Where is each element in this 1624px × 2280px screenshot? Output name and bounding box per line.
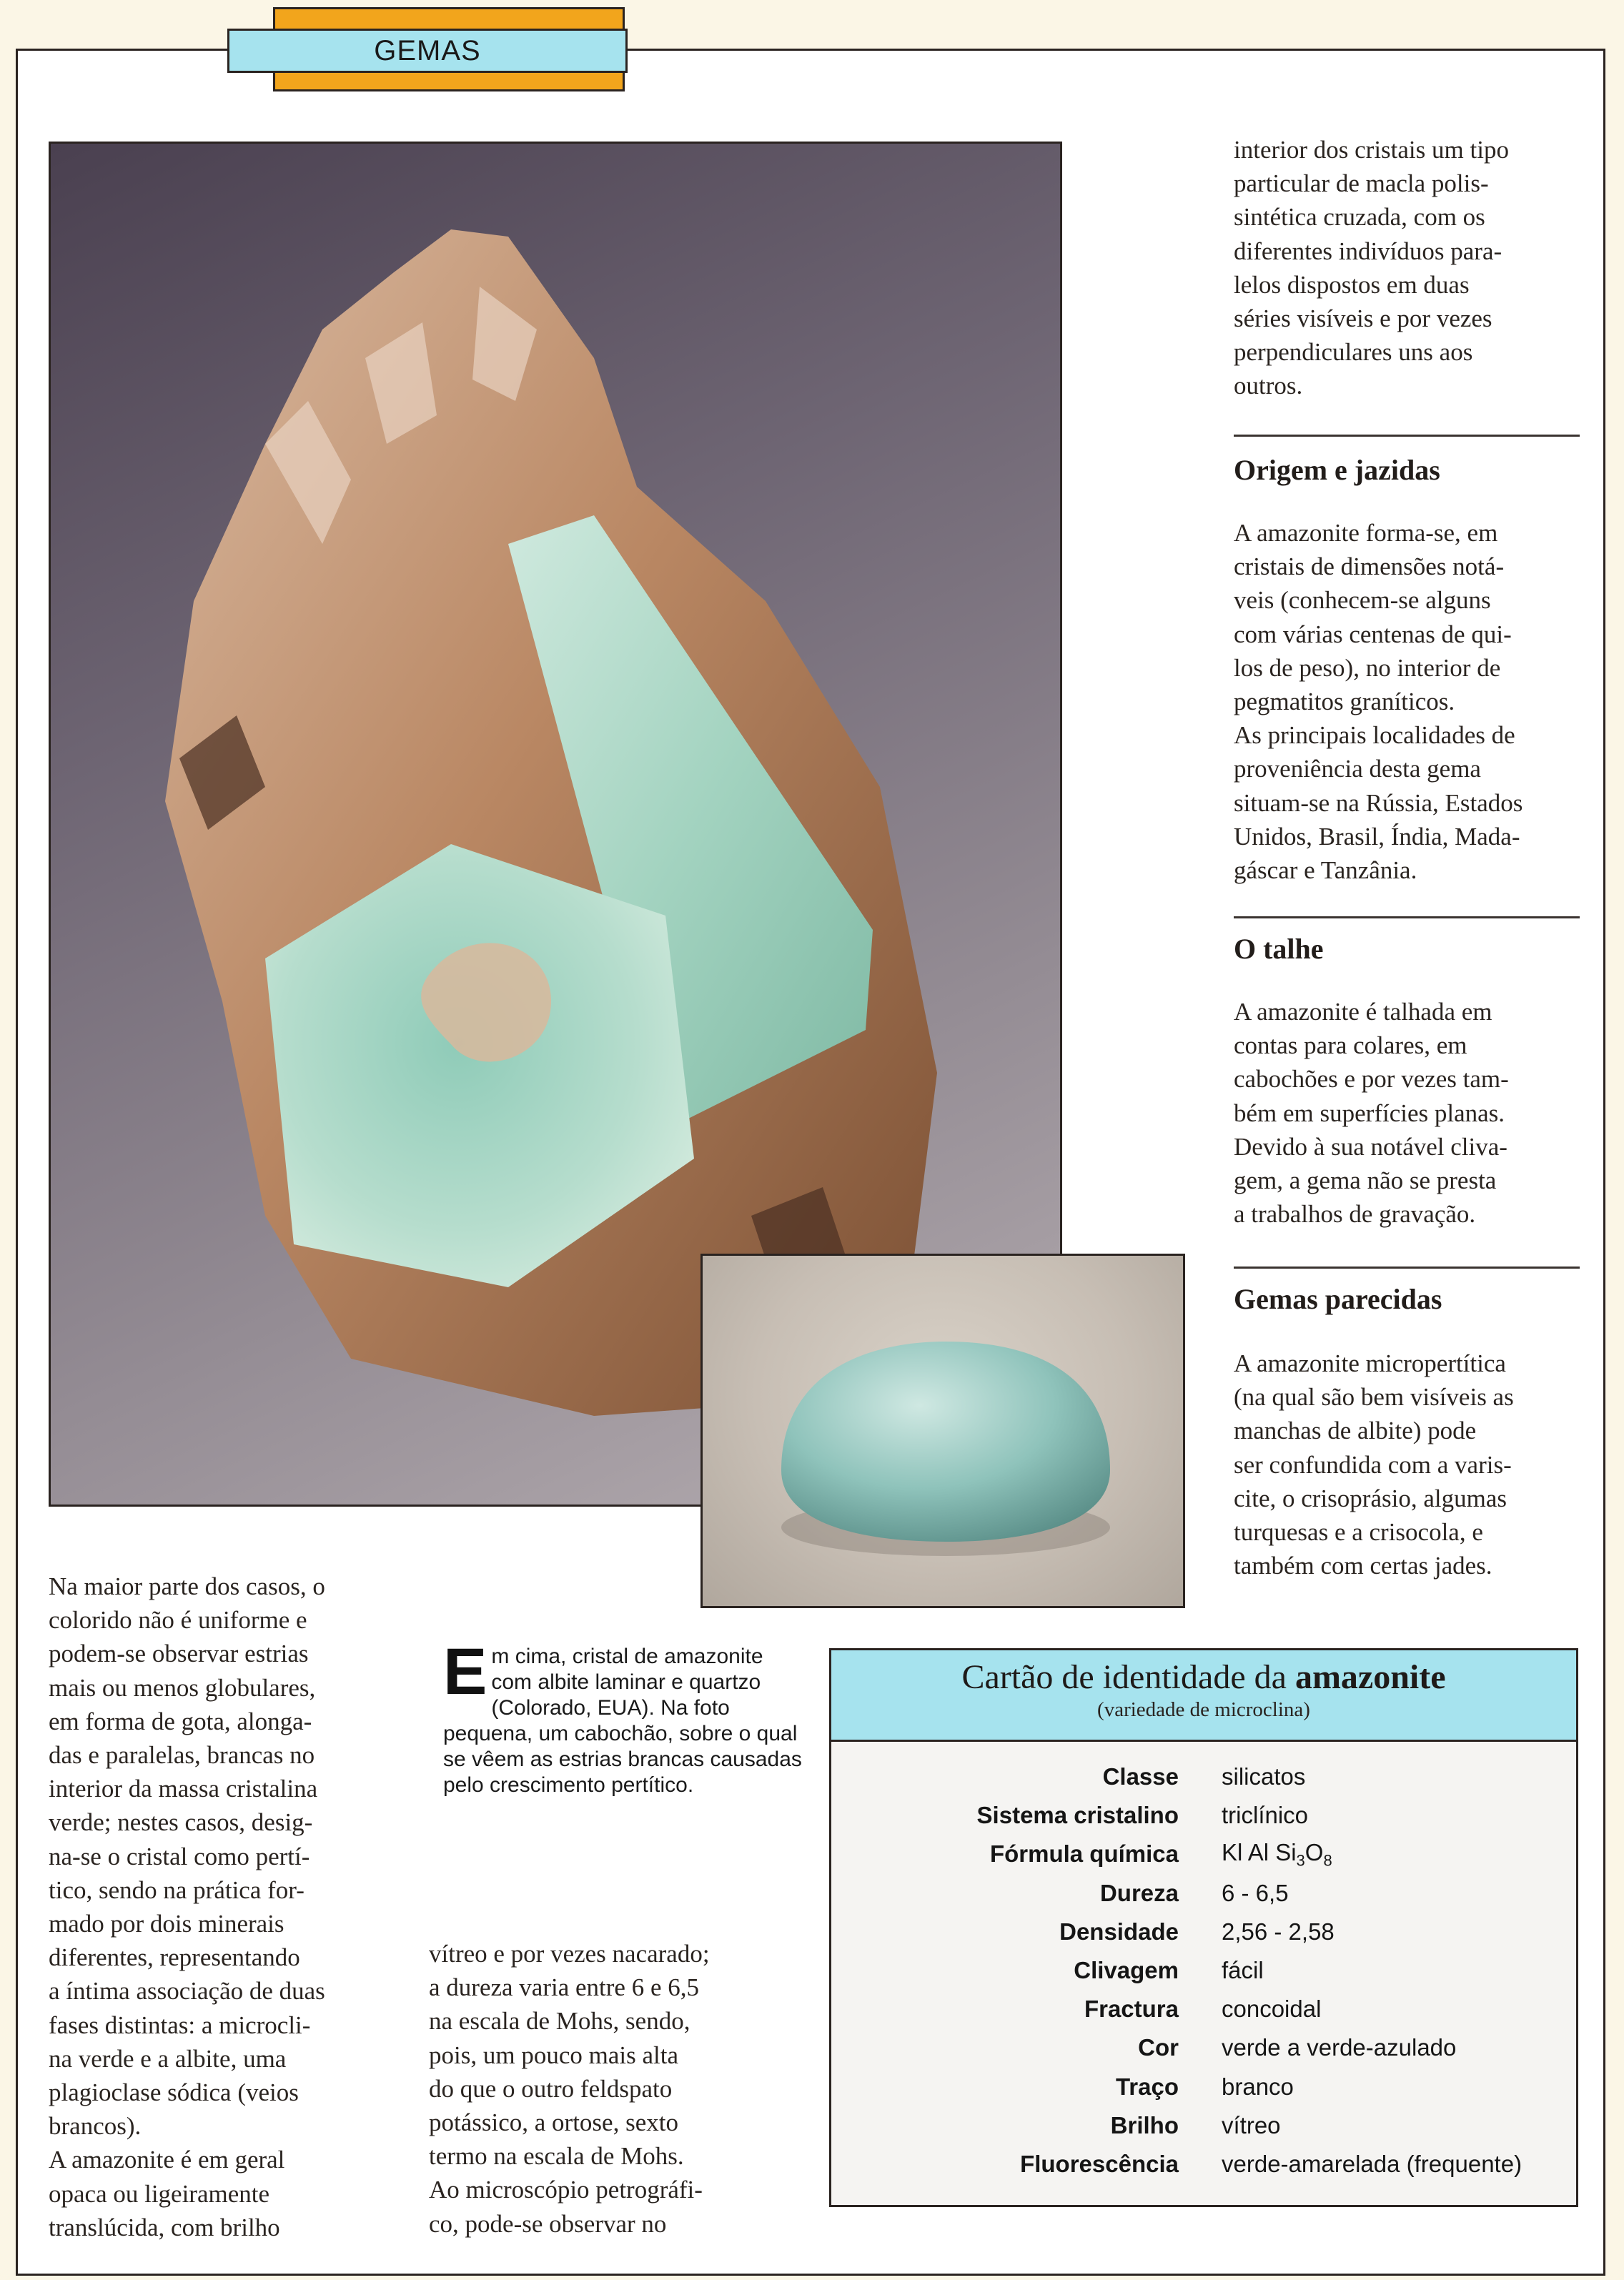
section-divider — [1234, 435, 1580, 437]
section-heading-origem: Origem e jazidas — [1234, 454, 1440, 486]
gemas-parecidas-paragraph: A amazonite micropertítica (na qual são bem visíveis as manchas de albite) pode ser confundida com a varis- cite, o crisoprásio, algumas turquesas e a crisocola, e também com certas jades. — [1234, 1349, 1514, 1580]
property-value: 2,56 - 2,58 — [1222, 1918, 1335, 1945]
property-row — [831, 2028, 1576, 2067]
property-row — [831, 1796, 1576, 1835]
property-row — [831, 1951, 1576, 1990]
property-value: verde a verde-azulado — [1222, 2034, 1457, 2061]
left-column-body — [49, 1570, 406, 2244]
left-paragraph: Na maior parte dos casos, o colorido não é uniforme e podem-se observar estrias mais ou menos globulares, em forma de gota, alonga- das e paralelas, brancas no interior da massa cristalina verde; nestes casos, desig- na-se o cristal como pertí- tico, sendo na prática for- mado por dois minerais diferentes, representando a íntima associação de duas fases distintas: a microcli- na verde e a albite, uma plagioclase sódica (veios brancos). A amazonite é em geral opaca ou ligeiramente translúcida, com brilho — [49, 1572, 325, 2241]
property-row — [831, 2145, 1576, 2184]
middle-paragraph: vítreo e por vezes nacarado; a dureza varia entre 6 e 6,5 na escala de Mohs, sendo, pois, um pouco mais alta do que o outro feldspato potássico, a ortose, sexto termo na escala de Mohs. Ao microscópio petrográfi- co, pode-se observar no — [429, 1940, 710, 2238]
property-value: verde-amarelada (frequente) — [1222, 2150, 1522, 2177]
property-label: Classe — [1102, 1763, 1179, 1790]
section-body-gemas-parecidas — [1234, 1347, 1605, 1582]
identity-card-title — [831, 1657, 1576, 1697]
property-value: silicatos — [1222, 1763, 1306, 1790]
formula-subscript: 3 — [1296, 1851, 1305, 1870]
identity-card — [829, 1648, 1578, 2207]
cabochon-photo — [700, 1254, 1185, 1608]
property-label: Traço — [1115, 2073, 1179, 2100]
property-row — [831, 1835, 1576, 1873]
property-label: Clivagem — [1074, 1957, 1179, 1984]
property-row — [831, 1758, 1576, 1796]
identity-card-header — [831, 1650, 1576, 1742]
property-row — [831, 1913, 1576, 1951]
identity-card-title-prefix: Cartão de identidade da — [961, 1658, 1295, 1696]
middle-column-body — [429, 1937, 801, 2241]
talhe-paragraph: A amazonite é talhada em contas para colares, em cabochões e por vezes tam- bém em superfícies planas. Devido à sua notável cliva- gem, a gema não se presta a trabalhos de gravação. — [1234, 998, 1509, 1229]
section-heading-talhe: O talhe — [1234, 933, 1324, 965]
property-row — [831, 1990, 1576, 2028]
origem-paragraph: A amazonite forma-se, em cristais de dimensões notá- veis (conhecem-se alguns com várias centenas de qui- los de peso), no interior de pegmatitos graníticos. As principais localidades de proveniência desta gema situam-se na Rússia, Estados Unidos, Brasil, Índia, Mada- gáscar e Tanzânia. — [1234, 519, 1523, 885]
property-label: Fractura — [1084, 1996, 1179, 2023]
cabochon-illustration — [703, 1256, 1183, 1606]
property-value: fácil — [1222, 1957, 1264, 1984]
property-value: triclínico — [1222, 1802, 1309, 1829]
section-divider — [1234, 1267, 1580, 1269]
property-row — [831, 1874, 1576, 1913]
chemical-formula-value — [1222, 1839, 1332, 1870]
intro-paragraph: interior dos cristais um tipo particular de macla polis- sintética cruzada, com os diferentes indivíduos para- lelos dispostos em duas séries visíveis e por vezes perpendiculares uns aos outros. — [1234, 136, 1509, 400]
section-divider — [1234, 916, 1580, 918]
property-value: vítreo — [1222, 2111, 1281, 2138]
section-body-talhe — [1234, 995, 1605, 1231]
right-column-intro — [1234, 133, 1605, 403]
property-label: Fórmula química — [989, 1840, 1179, 1868]
formula-part: Kl Al Si — [1222, 1838, 1297, 1865]
section-tab-label: GEMAS — [227, 29, 628, 73]
identity-card-subtitle: (variedade de microclina) — [1097, 1698, 1310, 1721]
section-heading-gemas-parecidas: Gemas parecidas — [1234, 1283, 1442, 1315]
property-label: Fluorescência — [1020, 2150, 1179, 2177]
property-value: concoidal — [1222, 1996, 1322, 2023]
property-value: branco — [1222, 2073, 1294, 2100]
property-row — [831, 2068, 1576, 2106]
caption-text: m cima, cristal de amazonite com albite laminar e quartzo (Colorado, EUA). Na foto pequena, um cabochão, sobre o qual se vêem as estrias brancas causadas pelo crescimento pertítico. — [443, 1645, 802, 1797]
formula-part: O — [1304, 1838, 1324, 1865]
property-label: Densidade — [1059, 1918, 1179, 1945]
photo-caption — [443, 1635, 808, 1798]
property-label: Cor — [1138, 2034, 1179, 2061]
section-body-origem — [1234, 516, 1605, 887]
property-value: 6 - 6,5 — [1222, 1879, 1289, 1906]
property-label: Sistema cristalino — [976, 1802, 1179, 1829]
formula-subscript: 8 — [1323, 1851, 1332, 1870]
identity-card-title-emphasis: amazonite — [1294, 1658, 1446, 1696]
property-label: Brilho — [1110, 2111, 1179, 2138]
property-row — [831, 2106, 1576, 2145]
identity-card-rows — [831, 1758, 1576, 2184]
caption-drop-cap: E — [443, 1635, 487, 1708]
property-label: Dureza — [1099, 1879, 1179, 1906]
